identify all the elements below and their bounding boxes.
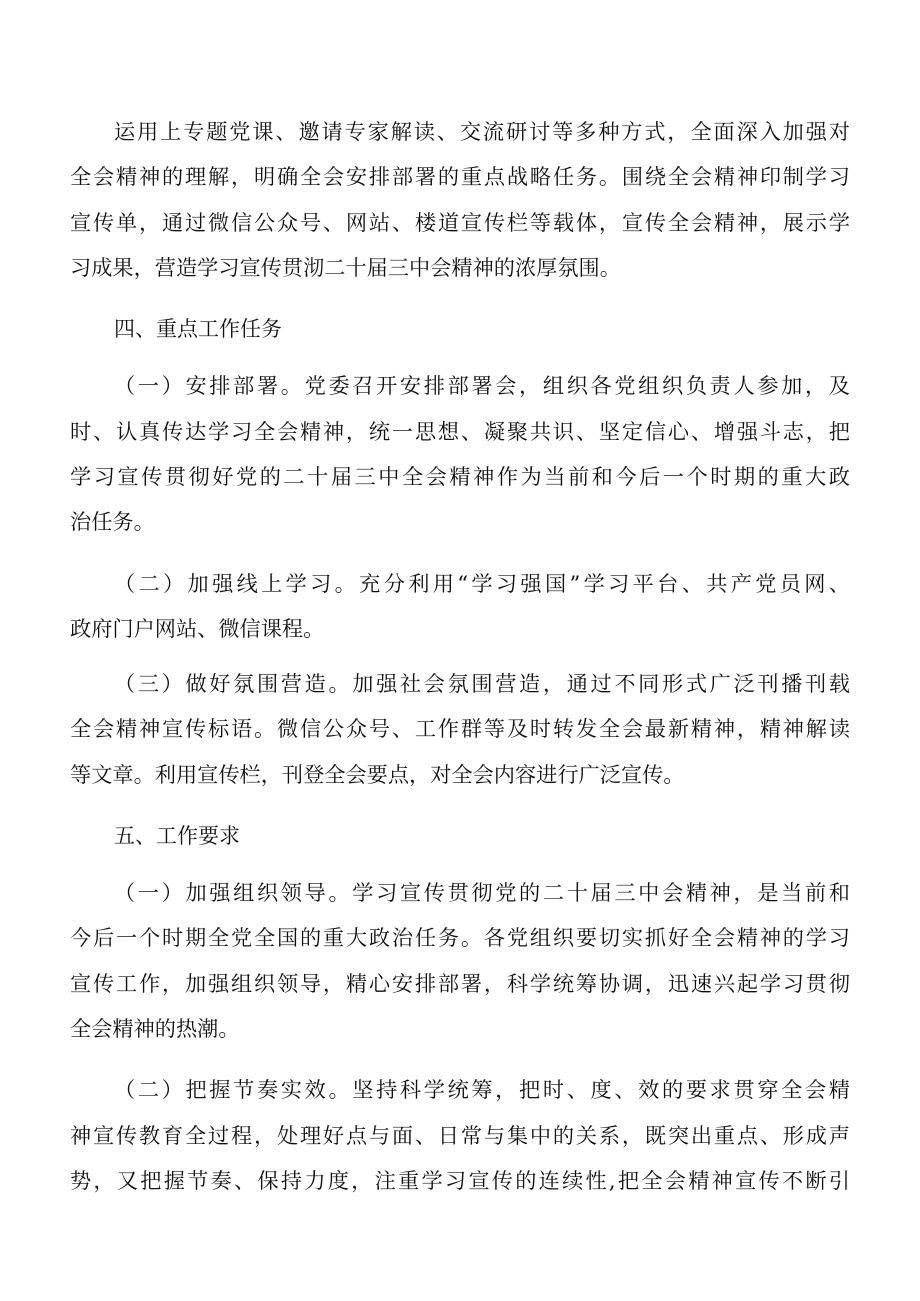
paragraph-line: 全会精神的理解，明确全会安排部署的重点战略任务。围绕全会精神印制学习 [70,164,850,189]
paragraph-line: 神宣传教育全过程，处理好点与面、日常与集中的关系，既突出重点、形成声 [70,1123,850,1148]
paragraph-line: 宣传单，通过微信公众号、网站、楼道宣传栏等载体，宣传全会精神，展示学 [70,210,850,235]
paragraph-line: 治任务。 [70,509,155,534]
paragraph-line: （一）加强组织领导。学习宣传贯彻党的二十届三中会精神，是当前和 [114,880,850,905]
paragraph-line: 等文章。利用宣传栏，刊登全会要点，对全会内容进行广泛宣传。 [70,762,685,787]
paragraph-line: （二）加强线上学习。充分利用“学习强国”学习平台、共产党员网、 [114,571,850,596]
paragraph-line: 全会精神宣传标语。微信公众号、工作群等及时转发全会最新精神，精神解读 [70,716,850,741]
paragraph-line: 势，又把握节奏、保持力度，注重学习宣传的连续性,把全会精神宣传不断引 [70,1168,850,1193]
paragraph-line: （三）做好氛围营造。加强社会氛围营造，通过不同形式广泛刊播刊载 [114,671,850,696]
paragraph-line: 全会精神的热潮。 [70,1016,240,1041]
paragraph-line: （二）把握节奏实效。坚持科学统筹，把时、度、效的要求贯穿全会精 [114,1077,850,1102]
paragraph-line: 时、认真传达学习全会精神，统一思想、凝聚共识、坚定信心、增强斗志，把 [70,419,850,444]
paragraph-line: 政府门户网站、微信课程。 [70,616,325,641]
paragraph-line: 运用上专题党课、邀请专家解读、交流研讨等多种方式，全面深入加强对 [114,119,850,144]
paragraph-line: 学习宣传贯彻好党的二十届三中全会精神作为当前和今后一个时期的重大政 [70,464,850,489]
paragraph-line: （一）安排部署。党委召开安排部署会，组织各党组织负责人参加，及 [114,373,850,398]
paragraph-line: 习成果，营造学习宣传贯沏二十届三中会精神的浓厚氛围。 [70,255,621,280]
section-heading-5: 五、工作要求 [114,824,240,848]
paragraph-line: 今后一个时期全党全国的重大政治任务。各党组织要切实抓好全会精神的学习 [70,925,850,950]
section-heading-4: 四、重点工作任务 [114,317,282,341]
paragraph-line: 宣传工作，加强组织领导，精心安排部署，科学统筹协调，迅速兴起学习贯彻 [70,971,850,996]
